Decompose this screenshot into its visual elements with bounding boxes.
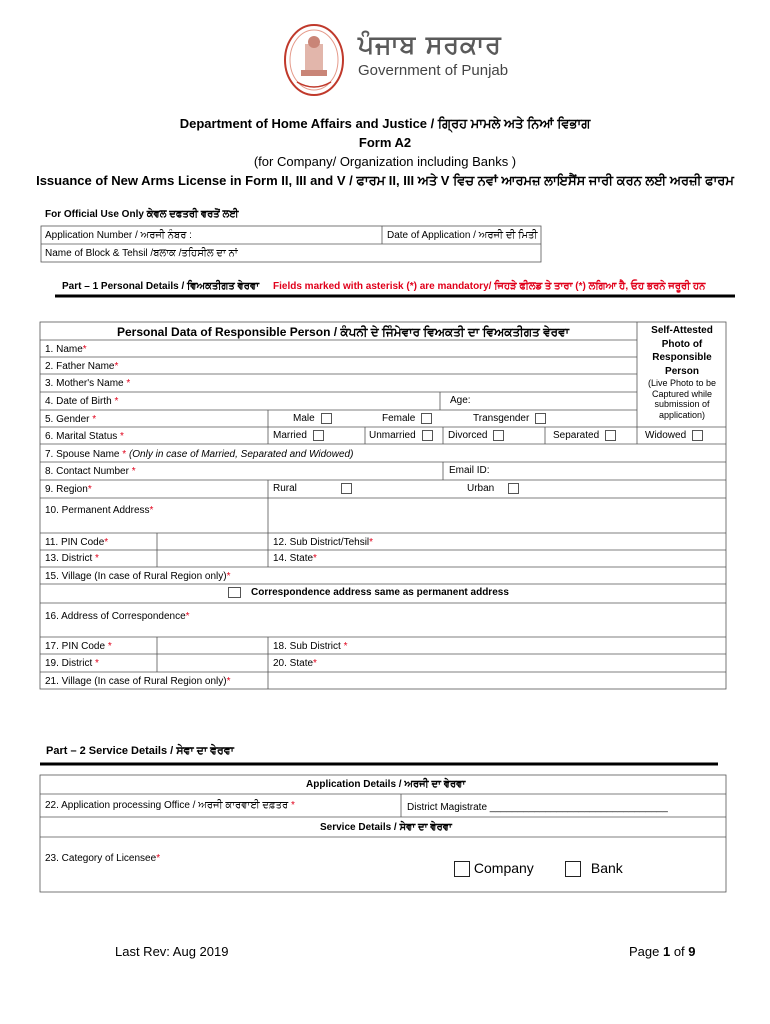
bank-option[interactable]: Bank bbox=[565, 860, 623, 877]
permanent-address-label: 10. Permanent Address* bbox=[45, 505, 154, 516]
form-number: Form A2 bbox=[358, 135, 412, 150]
region-urban-option[interactable]: Urban bbox=[467, 483, 519, 495]
subdistrict-label: 12. Sub District/Tehsil* bbox=[273, 537, 374, 548]
pin-code-label: 11. PIN Code* bbox=[45, 537, 109, 548]
issuance-title: Issuance of New Arms License in Form II, III and V / ਫਾਰਮ II, III ਅਤੇ V ਵਿਚ ਨਵਾਂ ਆਰਮਜ਼ ਲਾਇਸੈਂਸ ਜਾਰੀ ਕਰਨ ਲਈ ਅਰਜ਼ੀ ਫਾਰਮ bbox=[36, 173, 734, 188]
transgender-checkbox[interactable] bbox=[535, 413, 546, 424]
village-label: 15. Village (In case of Rural Region only)* bbox=[45, 571, 231, 582]
separated-checkbox[interactable] bbox=[605, 430, 616, 441]
subdistrict-2-label: 18. Sub District * bbox=[273, 641, 348, 652]
government-title-english: Government of Punjab bbox=[358, 62, 509, 79]
mandatory-note: Fields marked with asterisk (*) are mandatory/ ਜਿਹੜੇ ਫੀਲਡ ਤੇ ਤਾਰਾ (*) ਲਗਿਆ ਹੈ, ਓਹ ਭਰਨੇ ਜਰੂਰੀ ਹਨ bbox=[273, 281, 706, 292]
rural-checkbox[interactable] bbox=[341, 483, 352, 494]
company-option[interactable]: Company bbox=[454, 860, 534, 877]
district-2-label: 19. District * bbox=[45, 658, 99, 669]
contact-number-label: 8. Contact Number * bbox=[45, 466, 136, 477]
region-rural-option[interactable]: Rural bbox=[273, 483, 352, 495]
father-name-label: 2. Father Name* bbox=[45, 361, 119, 372]
processing-office-label: 22. Application processing Office / ਅਰਜੀ ਕਾਰਵਾਈ ਦਫ਼ਤਰ * bbox=[45, 800, 295, 811]
application-date-label: Date of Application / ਅਰਜੀ ਦੀ ਮਿਤੀ bbox=[387, 230, 538, 241]
state-label: 14. State* bbox=[273, 553, 317, 564]
male-checkbox[interactable] bbox=[321, 413, 332, 424]
dob-label: 4. Date of Birth * bbox=[45, 396, 119, 407]
personal-data-title: Personal Data of Responsible Person / ਕੰਪਨੀ ਦੇ ਜਿੰਮੇਵਾਰ ਵਿਅਕਤੀ ਦਾ ਵਿਅਕਤੀਗਤ ਵੇਰਵਾ bbox=[117, 325, 570, 339]
category-licensee-label: 23. Category of Licensee* bbox=[45, 853, 161, 864]
email-label: Email ID: bbox=[449, 465, 490, 476]
female-checkbox[interactable] bbox=[421, 413, 432, 424]
region-label: 9. Region* bbox=[45, 484, 92, 495]
marital-separated-option[interactable]: Separated bbox=[553, 430, 616, 442]
gender-transgender-option[interactable]: Transgender bbox=[473, 413, 546, 425]
application-details-heading: Application Details / ਅਰਜੀ ਦਾ ਵੇਰਵਾ bbox=[306, 779, 466, 790]
official-use-heading: For Official Use Only ਕੇਵਲ ਦਫਤਰੀ ਵਰਤੋਂ ਲਈ bbox=[45, 209, 239, 220]
correspondence-address-label: 16. Address of Correspondence* bbox=[45, 611, 190, 622]
state-2-label: 20. State* bbox=[273, 658, 317, 669]
block-tehsil-label: Name of Block & Tehsil /ਬਲਾਕ /ਤਹਿਸੀਲ ਦਾ ਨਾਂ bbox=[45, 248, 238, 259]
district-label: 13. District * bbox=[45, 553, 99, 564]
urban-checkbox[interactable] bbox=[508, 483, 519, 494]
bank-checkbox[interactable] bbox=[565, 861, 581, 877]
mother-name-label: 3. Mother's Name * bbox=[45, 378, 131, 389]
page-number: Page 1 of 9 bbox=[629, 944, 696, 959]
part1-heading: Part – 1 Personal Details / ਵਿਅਕਤੀਗਤ ਵੇਰਵਾ bbox=[62, 281, 260, 292]
widowed-checkbox[interactable] bbox=[692, 430, 703, 441]
spouse-name-label: 7. Spouse Name * (Only in case of Married, Separated and Widowed) bbox=[45, 449, 354, 460]
last-revision: Last Rev: Aug 2019 bbox=[115, 944, 229, 959]
district-magistrate-field[interactable]: District Magistrate ________________________________ bbox=[407, 802, 668, 813]
photo-note: (Live Photo to be Captured while submission of application) bbox=[647, 378, 717, 420]
service-details-heading: Service Details / ਸੇਵਾ ਦਾ ਵੇਰਵਾ bbox=[320, 822, 452, 833]
unmarried-checkbox[interactable] bbox=[422, 430, 433, 441]
part2-heading: Part – 2 Service Details / ਸੇਵਾ ਦਾ ਵੇਰਵਾ bbox=[46, 745, 234, 757]
photo-title: Self-Attested Photo of Responsible Person bbox=[651, 325, 713, 377]
name-label: 1. Name* bbox=[45, 344, 87, 355]
marital-widowed-option[interactable]: Widowed bbox=[645, 430, 703, 442]
village-2-label: 21. Village (In case of Rural Region only)* bbox=[45, 676, 231, 687]
divorced-checkbox[interactable] bbox=[493, 430, 504, 441]
same-address-option[interactable]: Correspondence address same as permanent address bbox=[228, 587, 509, 599]
same-address-checkbox[interactable] bbox=[228, 587, 241, 598]
company-checkbox[interactable] bbox=[454, 861, 470, 877]
form-subtitle: (for Company/ Organization including Banks ) bbox=[253, 154, 517, 169]
age-label: Age: bbox=[450, 395, 471, 406]
marital-married-option[interactable]: Married bbox=[273, 430, 324, 442]
marital-unmarried-option[interactable]: Unmarried bbox=[369, 430, 433, 442]
married-checkbox[interactable] bbox=[313, 430, 324, 441]
application-number-label: Application Number / ਅਰਜੀ ਨੰਬਰ : bbox=[45, 230, 192, 241]
department-title: Department of Home Affairs and Justice / ਗ੍ਰਿਹ ਮਾਮਲੇ ਅਤੇ ਨਿਆਂ ਵਿਭਾਗ bbox=[179, 116, 591, 131]
marital-status-label: 6. Marital Status * bbox=[45, 431, 124, 442]
marital-divorced-option[interactable]: Divorced bbox=[448, 430, 504, 442]
gender-label: 5. Gender * bbox=[45, 414, 97, 425]
gender-male-option[interactable]: Male bbox=[293, 413, 332, 425]
pin-code-2-label: 17. PIN Code * bbox=[45, 641, 112, 652]
gender-female-option[interactable]: Female bbox=[382, 413, 432, 425]
government-title-punjabi: ਪੰਜਾਬ ਸਰਕਾਰ bbox=[358, 30, 502, 59]
